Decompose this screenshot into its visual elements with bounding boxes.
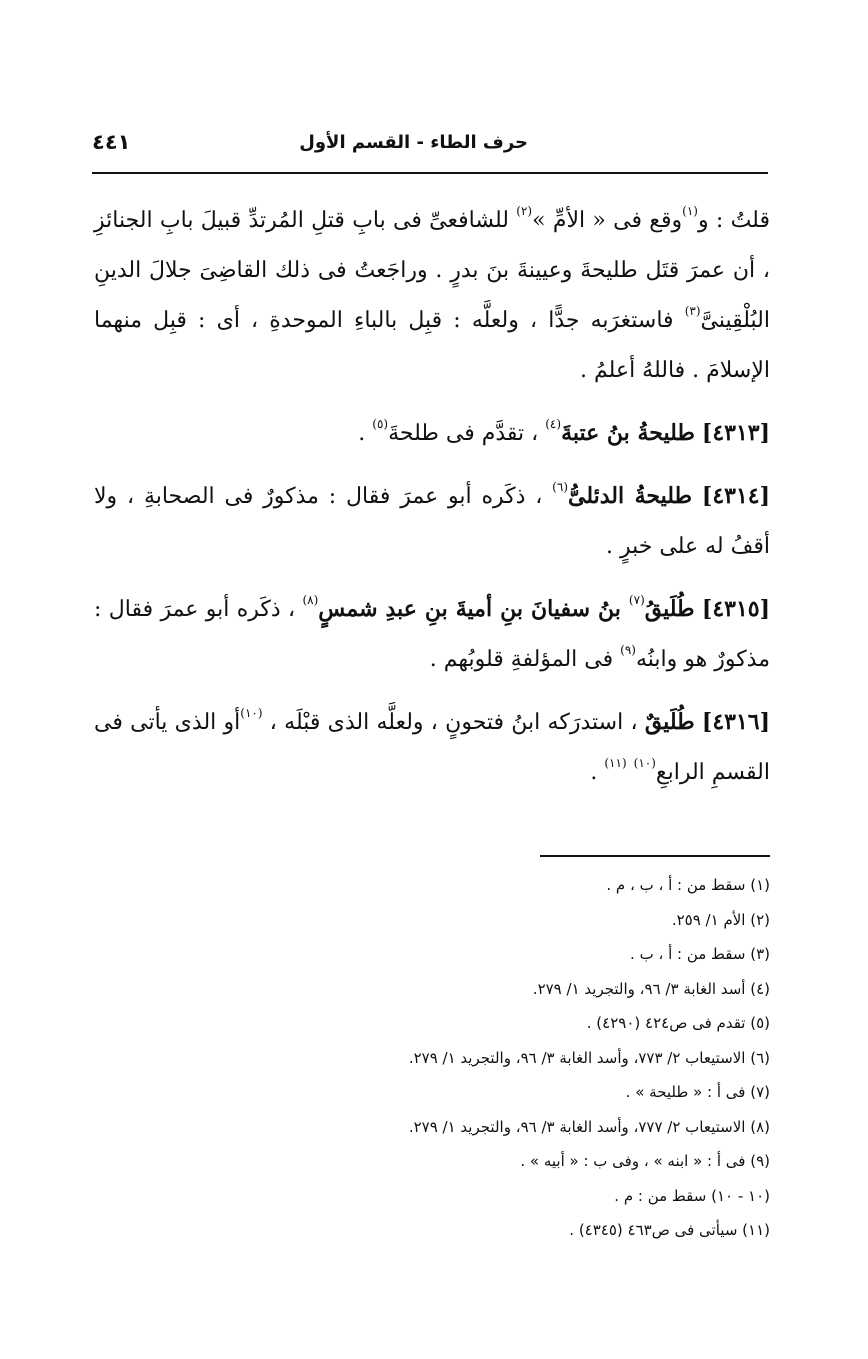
footnote-item: (٣) سقط من : أ ، ب . (630, 945, 770, 963)
entry-number: [٤٣١٣] (701, 420, 770, 446)
footnote-marker[interactable]: (١٠) (633, 756, 656, 770)
footnote-item: (٨) الاستيعاب ٢/ ٧٧٧، وأسد الغابة ٣/ ٩٦، والتجريد ١/ ٢٧٩. (408, 1117, 770, 1136)
entry-name: طليحةُ الدئلىُّ (568, 483, 693, 509)
footnote-item: (٤) أسد الغابة ٣/ ٩٦، والتجريد ١/ ٢٧٩. (532, 979, 770, 998)
footnote-item: (٥) تقدم فى ص٤٢٤ (٤٢٩٠) . (586, 1014, 770, 1032)
running-title: حرف الطاء - القسم الأول (299, 132, 528, 153)
entry-4314 (94, 471, 770, 572)
footnote-marker[interactable]: (٢) (516, 204, 533, 218)
entry-name: طُلَيقُ (644, 596, 695, 622)
text-segment: أو الذى يأتى فى القسمِ الرابعِ (94, 710, 770, 785)
text-segment: ، ذكَره أبو عمرَ فقال : مذكورٌ فى الصحابةِ ، ولا أقفُ له على خبرٍ . (94, 484, 770, 559)
text-segment: . (590, 760, 605, 785)
footnote-marker[interactable]: (١٠) (240, 706, 263, 720)
main-text (94, 196, 770, 798)
footnote-marker[interactable]: (٩) (620, 643, 636, 657)
text-segment: وقع فى « الأمِّ » (532, 208, 683, 233)
footnote-item: (٧) فى أ : « طليحة » . (625, 1083, 770, 1101)
text-segment: ، تقدَّم فى طلحةَ (388, 421, 546, 446)
paragraph-note (94, 196, 770, 396)
header-rule (92, 172, 768, 174)
entry-name: طليحةُ بنُ عتبةَ (561, 420, 695, 446)
footnote-marker[interactable]: (٣) (684, 304, 701, 318)
text-segment: فاستغرَبه جدًّا ، ولعلَّه : قبِل بالباءِ الموحدةِ ، أى : قبِل منهما الإسلامَ . فاللهُ أعلمُ . (94, 308, 770, 383)
page-header (92, 128, 768, 168)
page-number: ٤٤١ (92, 130, 131, 154)
footnote-marker[interactable]: (٤) (545, 417, 562, 431)
footnote-item: (١) سقط من : أ ، ب ، م . (606, 876, 770, 894)
text-segment (627, 760, 634, 785)
footnote-item: (٩) فى أ : « ابنه » ، وفى ب : « أبيه » . (520, 1152, 770, 1170)
text-segment: . (358, 421, 373, 446)
entry-name: طُلَيقٌ (644, 709, 695, 735)
footnotes (190, 868, 770, 1248)
footnote-item: (٦) الاستيعاب ٢/ ٧٧٣، وأسد الغابة ٣/ ٩٦، والتجريد ١/ ٢٧٩. (408, 1048, 770, 1067)
entry-4315 (94, 584, 770, 685)
entry-name-lineage: بنُ سفيانَ بنِ أميةَ بنِ عبدِ شمسٍ (318, 596, 629, 622)
entry-4316 (94, 697, 770, 798)
text-segment: فى المؤلفةِ قلوبُهم . (429, 647, 621, 672)
footnote-rule (540, 855, 770, 857)
footnote-marker[interactable]: (٧) (628, 593, 645, 607)
text-segment: قلتُ : و (697, 208, 770, 233)
footnote-marker[interactable]: (٨) (302, 593, 319, 607)
entry-4313 (94, 408, 770, 459)
footnote-item: (٢) الأم ١/ ٢٥٩. (671, 910, 770, 929)
entry-number: [٤٣١٦] (701, 709, 770, 735)
text-segment: للشافعىِّ فى بابِ قتلِ المُرتدِّ قبيلَ بابِ الجنائزِ ، أن عمرَ قتَل طليحةَ وعيينةَ بنَ بدرٍ . وراجَعتُ فى ذلك القاضِىَ جلالَ الدينِ البُلْقِينىَّ (94, 208, 770, 333)
footnote-marker[interactable]: (١) (682, 204, 698, 218)
footnote-marker[interactable]: (٦) (552, 480, 568, 494)
entry-number: [٤٣١٤] (701, 483, 770, 509)
text-segment: ، استدرَكه ابنُ فتحونٍ ، ولعلَّه الذى قبْلَه ، (262, 710, 645, 735)
footnote-item: (١١) سيأتى فى ص٤٦٣ (٤٣٤٥) . (569, 1221, 770, 1239)
footnote-marker[interactable]: (٥) (372, 417, 389, 431)
footnote-marker[interactable]: (١١) (604, 756, 627, 770)
footnote-item: (١٠ - ١٠) سقط من : م . (614, 1186, 770, 1205)
entry-number: [٤٣١٥] (701, 596, 770, 622)
text-segment: ، ذكَره أبو عمرَ فقال : مذكورٌ هو وابنُه (94, 597, 770, 672)
